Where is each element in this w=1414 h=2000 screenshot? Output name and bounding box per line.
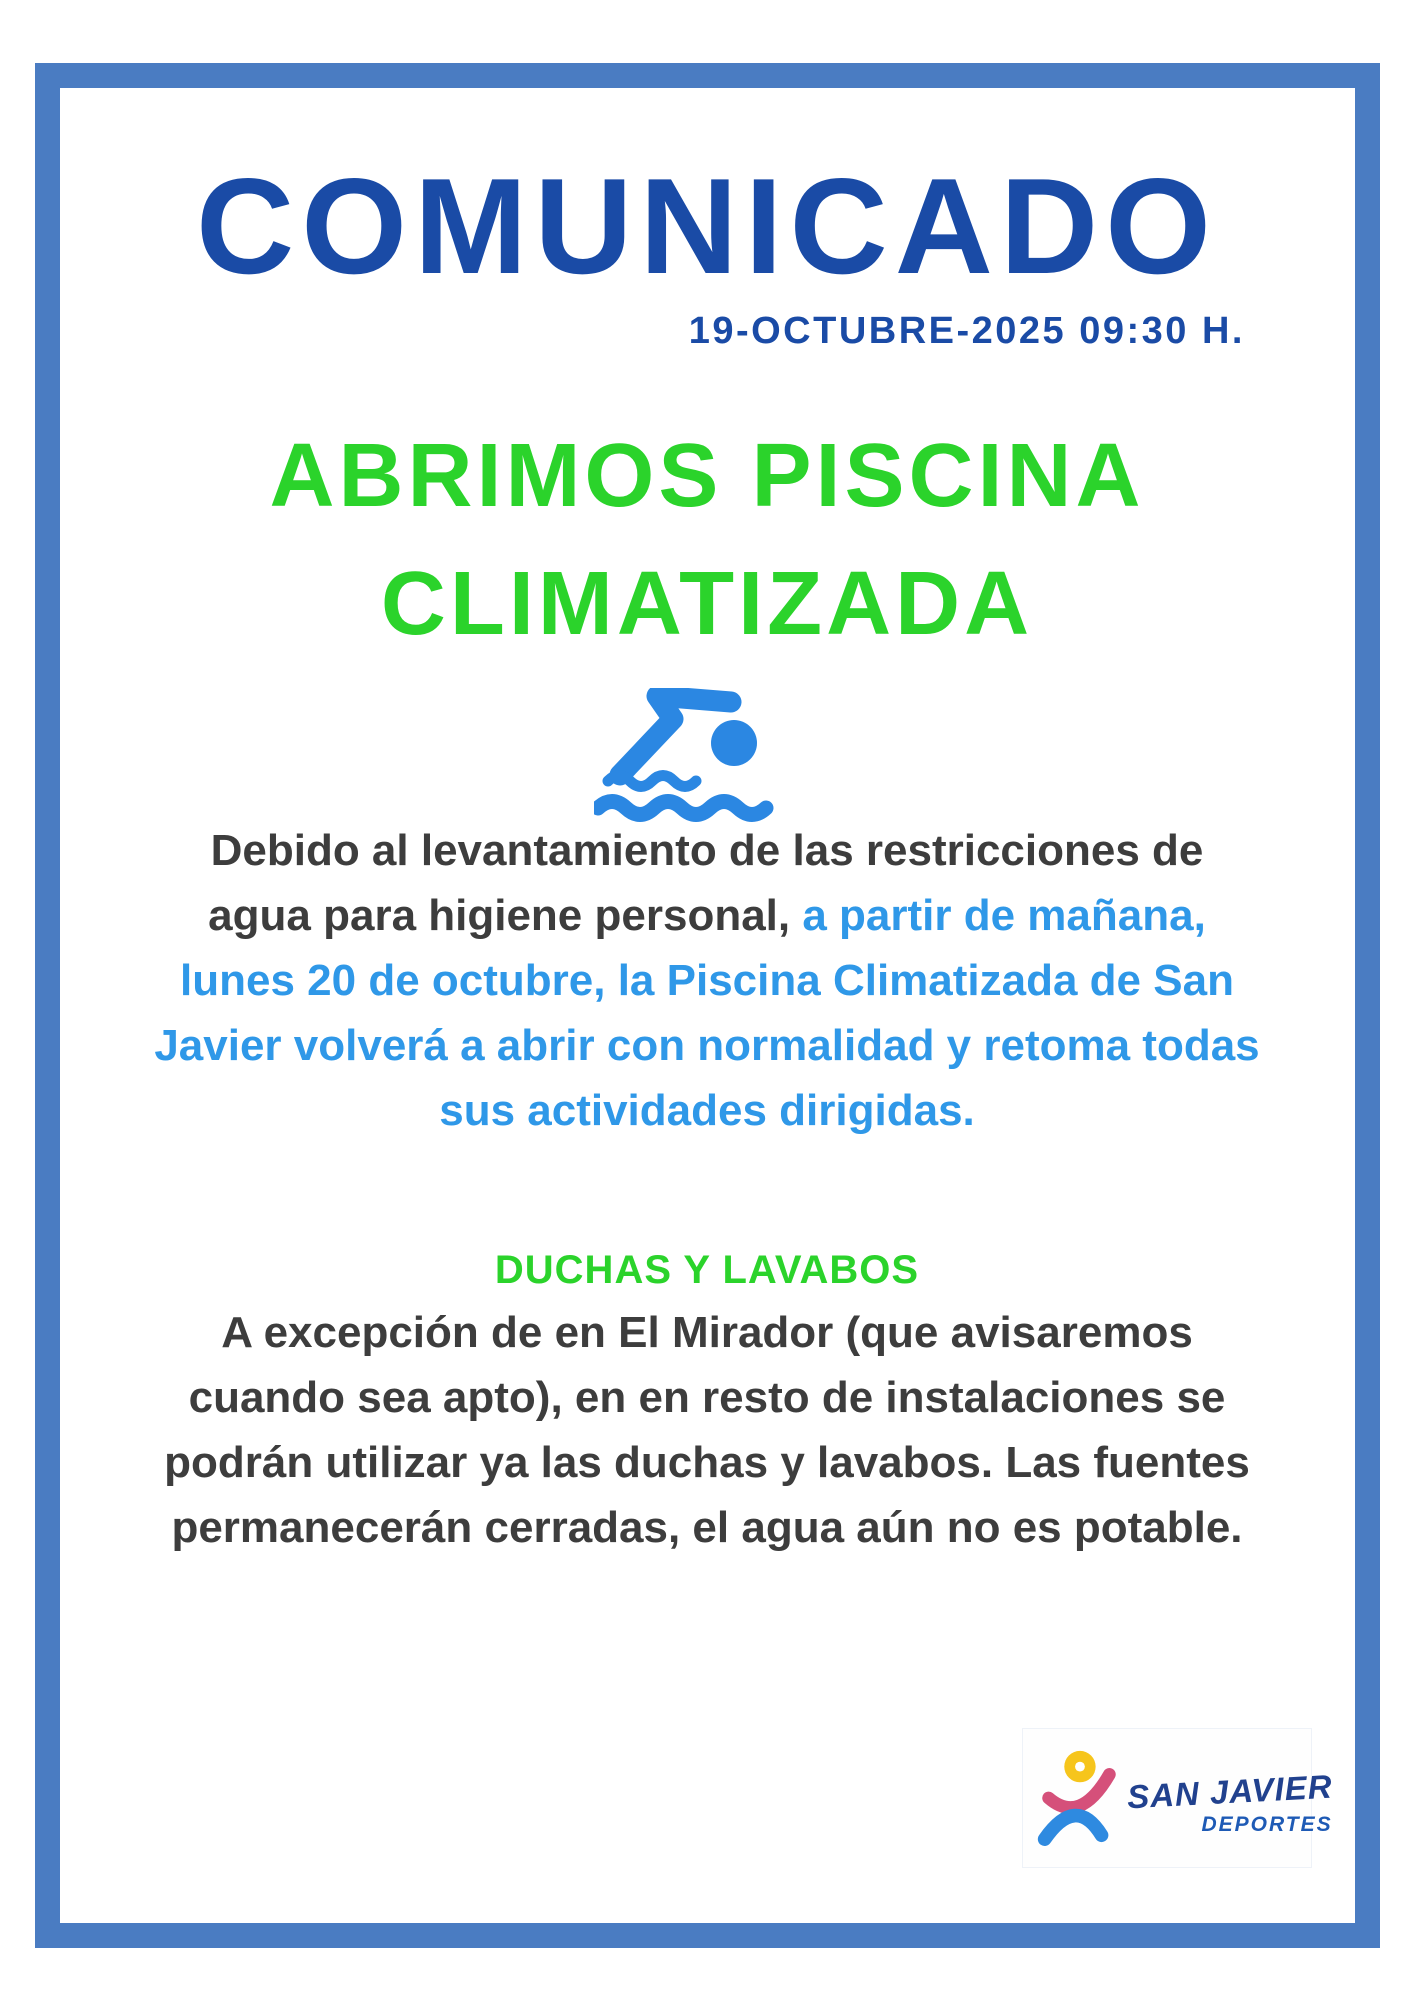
showers-line: cuando sea apto), en en resto de instalaciones se: [188, 1373, 1226, 1422]
showers-heading: DUCHAS Y LAVABOS: [494, 1248, 920, 1292]
intro-line: lunes 20 de octubre, la Piscina Climatizada de San: [180, 956, 1234, 1005]
headline: [0, 412, 1414, 668]
intro-line: agua para higiene personal, a partir de mañana,: [208, 891, 1206, 940]
headline-line1: ABRIMOS PISCINA: [269, 426, 1145, 526]
san-javier-figure-icon: [1029, 1737, 1127, 1860]
showers-paragraph: [0, 1300, 1414, 1560]
san-javier-deportes-logo: [1022, 1728, 1334, 1868]
logo-name: SAN JAVIER: [1126, 1767, 1334, 1816]
showers-line: podrán utilizar ya las duchas y lavabos. Las fuentes: [164, 1438, 1250, 1487]
intro-line: Debido al levantamiento de las restricciones de: [210, 826, 1204, 875]
poster-title: COMUNICADO: [196, 150, 1218, 302]
swimmer-icon: [594, 688, 814, 838]
showers-line: permanecerán cerradas, el agua aún no es potable.: [171, 1503, 1243, 1552]
poster-datetime: 19-OCTUBRE-2025 09:30 H.: [688, 310, 1245, 352]
logo-subtitle: DEPORTES: [1201, 1813, 1333, 1836]
showers-line: A excepción de en El Mirador (que avisaremos: [221, 1308, 1193, 1357]
headline-line2: CLIMATIZADA: [380, 554, 1034, 654]
intro-line: sus actividades dirigidas.: [439, 1086, 975, 1135]
intro-line: Javier volverá a abrir con normalidad y retoma todas: [154, 1021, 1260, 1070]
intro-paragraph: [0, 818, 1414, 1143]
logo-text: [1126, 1767, 1343, 1837]
